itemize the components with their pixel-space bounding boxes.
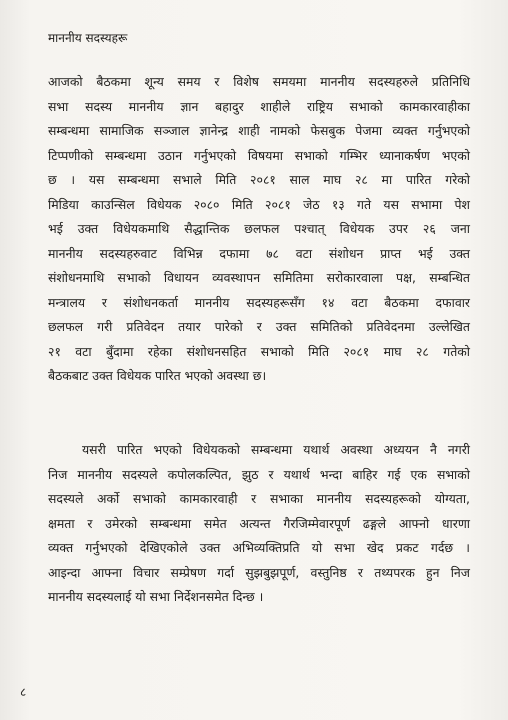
- page-number: ८: [20, 685, 27, 699]
- paragraph-2: [48, 438, 470, 610]
- paragraph-1: [48, 70, 470, 389]
- paragraph-line: यसरी पारित भएको विधेयकको सम्बन्धमा यथार्थ अवस्था अध्ययन नै नगरी: [82, 442, 470, 457]
- paragraph-line: माननीय सदस्यलाई यो सभा निर्देशनसमेत दिन्छ ।: [48, 589, 264, 604]
- paragraph-line: बैठकबाट उक्त विधेयक पारित भएको अवस्था छ।: [48, 368, 267, 383]
- paragraph-line: संशोधनमाथि सभाको विधायन व्यवस्थापन समितिमा सरोकारवाला पक्ष, सम्बन्धित: [48, 270, 470, 285]
- paragraph-line: क्षमता र उमेरको सम्बन्धमा समेत अत्यन्त गैरजिम्मेवारपूर्ण ढङ्गले आफ्नो धारणा: [48, 515, 470, 531]
- paragraph-line: टिप्पणीको सम्बन्धमा उठान गर्नुभएको विषयमा सभाको गम्भिर ध्यानाकर्षण भएको: [48, 147, 470, 163]
- paragraph-line: व्यक्त गर्नुभएको देखिएकोले उक्त अभिव्यक्तिप्रति यो सभा खेद प्रकट गर्दछ ।: [48, 540, 470, 555]
- paragraph-line: माननीय सदस्यहरुवाट विभिन्न दफामा ७८ वटा संशोधन प्राप्त भई उक्त: [48, 245, 470, 261]
- salutation: माननीय सदस्यहरू: [48, 31, 128, 45]
- paragraph-line: सम्बन्धमा सामाजिक सञ्जाल ज्ञानेन्द्र शाही नामको फेसबुक पेजमा व्यक्त गर्नुभएको: [48, 123, 470, 138]
- paragraph-line: निज माननीय सदस्यले कपोलकल्पित, झुठ र यथार्थ भन्दा बाहिर गई एक सभाको: [48, 466, 470, 482]
- paragraph-line: छ । यस सम्बन्धमा सभाले मिति २०८१ साल माघ २८ मा पारित गरेको: [48, 172, 470, 187]
- paragraph-line: छलफल गरी प्रतिवेदन तयार पारेको र उक्त समितिको प्रतिवेदनमा उल्लेखित: [48, 319, 470, 334]
- paragraph-line: २१ वटा बुँदामा रहेका संशोधनसहित सभाको मिति २०८१ माघ २८ गतेको: [48, 343, 470, 359]
- paragraph-line: मिडिया काउन्सिल विधेयक २०८० मिति २०८१ जेठ १३ गते यस सभामा पेश: [48, 196, 470, 212]
- paragraph-line: आजको बैठकमा शून्य समय र विशेष समयमा माननीय सदस्यहरुले प्रतिनिधि: [48, 74, 470, 89]
- paragraph-line: आइन्दा आफ्ना विचार सम्प्रेषण गर्दा सुझबुझपूर्ण, वस्तुनिष्ठ र तथ्यपरक हुन निज: [48, 564, 470, 580]
- paragraph-line: मन्त्रालय र संशोधनकर्ता माननीय सदस्यहरूसँग १४ वटा बैठकमा दफावार: [48, 294, 470, 310]
- paragraph-line: सदस्यले अर्को सभाको कामकारवाही र सभाका माननीय सदस्यहरूको योग्यता,: [48, 491, 470, 506]
- paragraph-line: सभा सदस्य माननीय ज्ञान बहादुर शाहीले राष्ट्रिय सभाको कामकारवाहीका: [48, 98, 470, 114]
- paragraph-line: भई उक्त विधेयकमाथि सैद्धान्तिक छलफल पश्चात् विधेयक उपर २६ जना: [48, 221, 470, 236]
